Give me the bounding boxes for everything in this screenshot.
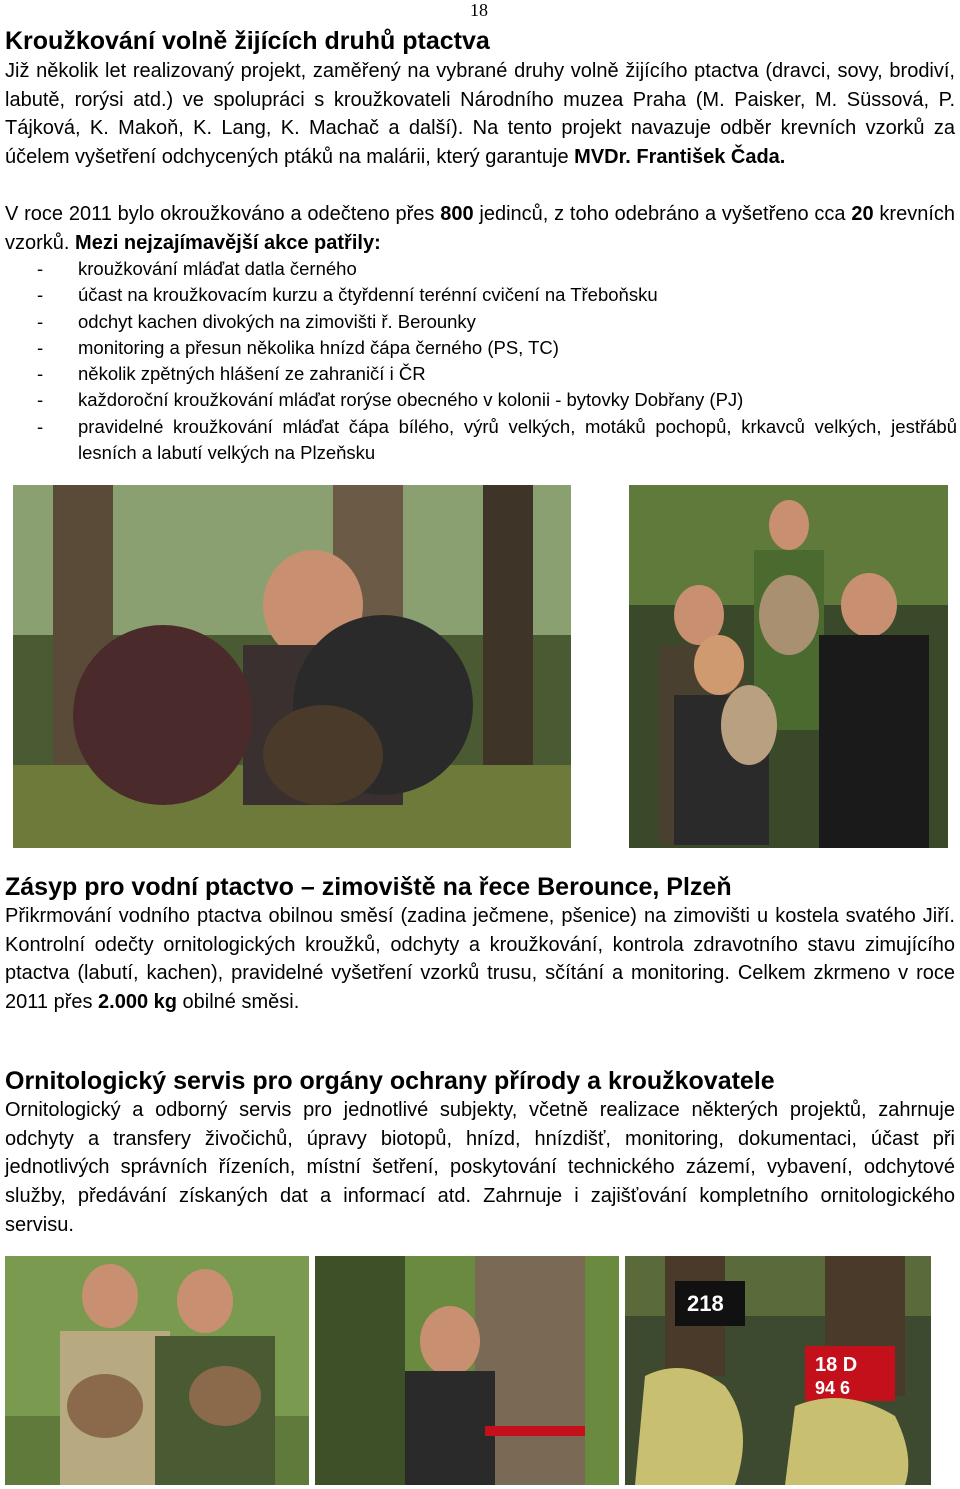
list-dash: - <box>37 415 44 437</box>
stats-count-ringed: 800 <box>440 203 474 225</box>
stats-count-samples: 20 <box>851 203 874 225</box>
activity-list <box>5 256 957 466</box>
section-title-service: Ornitologický servis pro orgány ochrany přírody a kroužkovatele <box>5 1067 775 1095</box>
list-dash: - <box>37 336 44 358</box>
list-item <box>5 387 957 413</box>
list-item-text: pravidelné kroužkování mláďat čápa bílého, výrů velkých, motáků pochopů, krkavců velkých, jestřábů lesních a labutí velkých na Plzeňsku <box>78 415 957 464</box>
list-item-text: každoroční kroužkování mláďat rorýse obecného v kolonii - bytovky Dobřany (PJ) <box>78 389 744 411</box>
list-item-text: několik zpětných hlášení ze zahraničí i ČR <box>78 363 426 385</box>
list-item-text: účast na kroužkovacím kurzu a čtyřdenní terénní cvičení na Třeboňsku <box>78 284 658 306</box>
list-item-text: kroužkování mláďat datla černého <box>78 258 357 279</box>
list-item <box>5 309 957 335</box>
list-item <box>5 335 957 361</box>
list-dash: - <box>37 258 44 279</box>
list-item <box>5 414 957 467</box>
feeding-text: Přikrmování vodního ptactva obilnou směsí (zadina ječmene, pšenice) na zimovišti u kostela svatého Jiří. Kontrolní odečty ornitologických kroužků, odchyty a kroužkování, kontrola zdravotního stavu zimujícího ptactva (labutí, kachen), pravidelné vyšetření vzorků trusu, sčítání a monitoring. Celkem zkrmeno v roce 2011 přes <box>5 905 955 1014</box>
stats-highlight-heading: Mezi nejzajímavější akce patřily: <box>75 231 381 254</box>
list-item-text: odchyt kachen divokých na zimovišti ř. Berounky <box>78 310 476 332</box>
feeding-paragraph <box>5 902 955 1017</box>
service-paragraph: Ornitologický a odborný servis pro jednotlivé subjekty, včetně realizace některých projektů, zahrnuje odchyty a transfery živočichů, úpravy biotopů, hnízd, hnízdišť, monitoring, dokumentaci, účast při jednotlivých správních řízeních, místní šetření, poskytování technického zázemí, vybavení, odchytové služby, předávání získaných dat a informací atd. Zahrnuje i zajišťování kompletního ornitologického servisu. <box>5 1099 955 1236</box>
photo-tree-climber <box>315 1256 619 1485</box>
feeding-text-end: obilné směsi. <box>176 991 300 1014</box>
list-dash: - <box>37 284 44 306</box>
stats-text-a: V roce 2011 bylo okroužkováno a odečteno přes <box>5 203 441 225</box>
photo-ringers-with-chicks <box>5 1256 309 1485</box>
section-title-ringing: Kroužkování volně žijících druhů ptactva <box>5 27 490 55</box>
stats-text-e: krevních vzorků. <box>5 203 955 254</box>
page-number: 18 <box>470 0 488 20</box>
feeding-amount: 2.000 kg <box>98 991 177 1014</box>
section-title-feeding: Zásyp pro vodní ptactvo – zimoviště na řece Berounce, Plzeň <box>5 873 732 901</box>
ring-label-red-2: 94 6 <box>815 1378 851 1398</box>
photo-ringed-talons <box>625 1256 931 1485</box>
ring-label-top: 218 <box>687 1291 724 1316</box>
list-item <box>5 282 957 308</box>
ringing-intro-paragraph <box>5 57 955 172</box>
ring-label-red: 18 D <box>815 1354 858 1376</box>
list-item <box>5 361 957 387</box>
list-dash: - <box>37 363 44 385</box>
ringing-stats-paragraph <box>5 200 955 257</box>
list-item <box>5 256 957 282</box>
list-item-text: monitoring a přesun několika hnízd čápa černého (PS, TC) <box>78 336 559 358</box>
list-dash: - <box>37 310 44 332</box>
photo-ringing-forest <box>13 485 571 848</box>
stats-text-c: jedinců, z toho odebráno a vyšetřeno cca <box>473 203 852 225</box>
vet-name: MVDr. František Čada. <box>574 146 786 169</box>
photo-owl-group <box>629 485 948 848</box>
list-dash: - <box>37 389 44 411</box>
ringing-intro-text: Již několik let realizovaný projekt, zaměřený na vybrané druhy volně žijícího ptactva (dravci, sovy, brodiví, labutě, rorýsi atd.) ve spolupráci s kroužkovateli Národního muzea Praha (M. Paisker, M. Süssová, P. Tájková, K. Makoň, K. Lang, K. Machač a další). Na tento projekt navazuje odběr krevních vzorků za účelem vyšetření odchycených ptáků na malárii, který garantuje <box>5 60 955 169</box>
